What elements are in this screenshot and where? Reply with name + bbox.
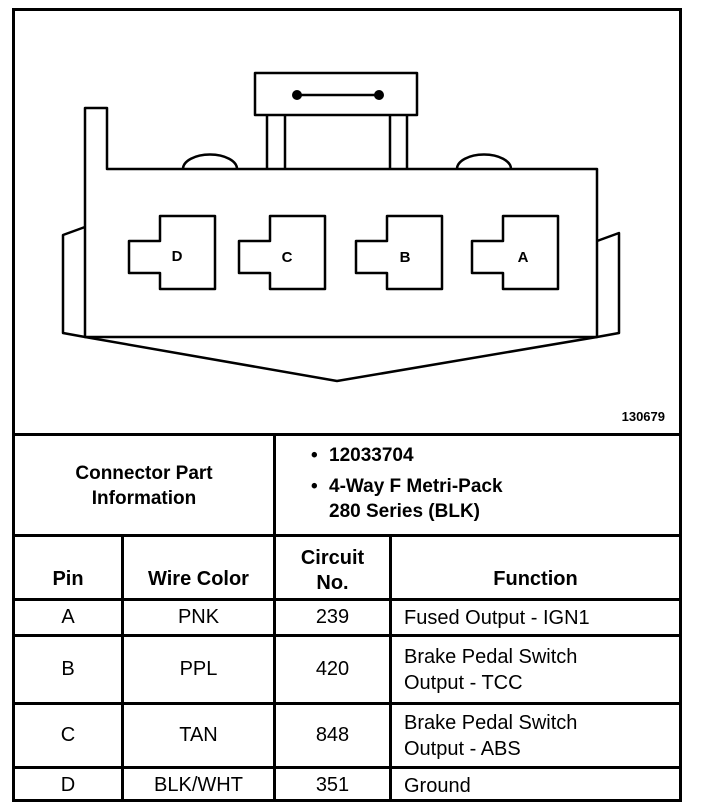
bottom-chevron <box>85 337 597 381</box>
row-d-pin: D <box>60 774 76 796</box>
rule-diagram-bottom <box>15 433 679 436</box>
cavity-label-b: B <box>399 249 411 266</box>
connector-end-view-frame <box>12 8 682 802</box>
row-c-function-line-2: Output - ABS <box>404 737 521 760</box>
row-c-function-line-1: Brake Pedal Switch <box>404 711 578 734</box>
header-wire-color: Wire Color <box>148 568 249 590</box>
top-bump-right <box>457 154 511 169</box>
row-c-circuit: 848 <box>315 724 350 746</box>
cavity-a <box>472 216 558 289</box>
info-item-connector-type <box>311 474 677 524</box>
row-d-function <box>392 769 679 802</box>
bullet-icon: • <box>311 476 318 497</box>
info-label-line-1: Connector Part <box>75 463 213 484</box>
row-d-circuit: 351 <box>315 774 350 796</box>
part-number: 12033704 <box>329 445 414 466</box>
row-c-pin: C <box>60 724 76 746</box>
cavity-label-c: C <box>281 249 293 266</box>
left-wing <box>63 227 85 337</box>
connector-type-line-1: 4-Way F Metri-Pack <box>329 476 503 497</box>
row-d-wire-color: BLK/WHT <box>154 774 243 796</box>
row-b-wire-color: PPL <box>179 658 218 680</box>
top-bump-left <box>183 154 237 169</box>
info-label-line-2: Information <box>91 488 197 509</box>
connector-body <box>85 108 597 337</box>
row-c-wire-color: TAN <box>179 724 218 746</box>
header-circuit-no <box>276 537 389 598</box>
cavity-label-d: D <box>171 248 183 265</box>
row-b-function-line-2: Output - TCC <box>404 671 523 694</box>
row-a-function-line-1: Fused Output - IGN1 <box>404 606 590 629</box>
row-b-circuit: 420 <box>315 658 350 680</box>
connector-drawing <box>15 11 679 433</box>
connector-type-line-2: 280 Series (BLK) <box>329 501 481 522</box>
header-circuit-line-2: No. <box>316 572 349 594</box>
cavity-label-a: A <box>517 249 529 266</box>
header-function: Function <box>493 568 578 590</box>
bullet-icon: • <box>311 445 318 466</box>
row-a-function <box>392 601 679 634</box>
connector-diagram <box>15 11 679 433</box>
rule-info-divider <box>273 433 276 537</box>
row-b-function-line-1: Brake Pedal Switch <box>404 645 578 668</box>
row-b-pin: B <box>61 658 75 680</box>
header-pin: Pin <box>52 568 84 590</box>
header-circuit-line-1: Circuit <box>300 547 365 569</box>
row-a-wire-color: PNK <box>177 606 220 628</box>
connector-part-info-values <box>277 437 677 535</box>
row-a-circuit: 239 <box>315 606 350 628</box>
figure-number: 130679 <box>621 409 665 424</box>
row-c-function <box>392 705 679 766</box>
row-b-function <box>392 637 679 702</box>
row-a-pin: A <box>61 606 75 628</box>
row-d-function-line-1: Ground <box>404 774 471 797</box>
connector-part-info-label <box>15 437 273 535</box>
right-wing <box>597 233 619 337</box>
info-item-part-number <box>311 443 677 468</box>
